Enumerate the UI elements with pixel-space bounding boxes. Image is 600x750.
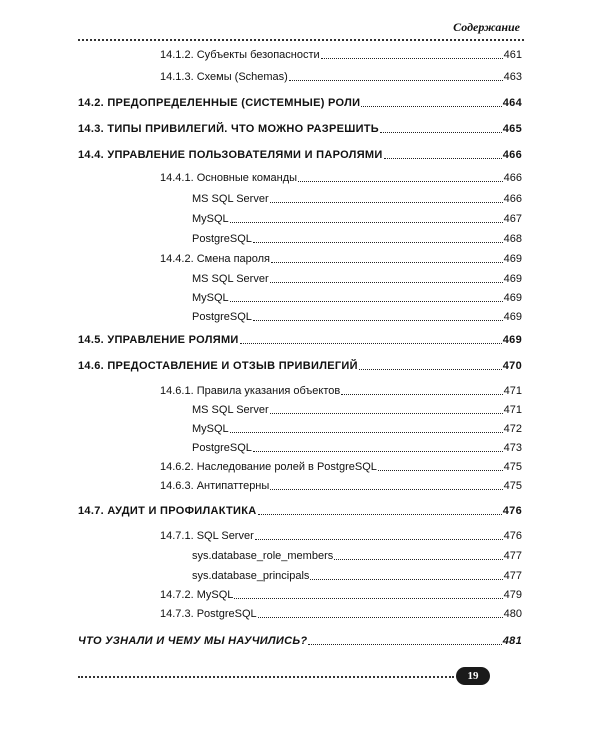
toc-entry-14-4-2-mysql[interactable]: MySQL 469 (192, 292, 522, 304)
toc-entry-14-6-2[interactable]: 14.6.2. Наследование ролей в PostgreSQL 475 (160, 461, 522, 473)
running-header-title: Содержание (453, 20, 520, 34)
toc-entry-14-4-1-postgresql[interactable]: PostgreSQL 468 (192, 233, 522, 245)
toc-entry-14-2[interactable]: 14.2. ПРЕДОПРЕДЕЛЕННЫЕ (СИСТЕМНЫЕ) РОЛИ 464 (78, 97, 522, 109)
toc-entry-14-4-1-mysql[interactable]: MySQL 467 (192, 213, 522, 225)
toc-entry-14-6[interactable]: 14.6. ПРЕДОСТАВЛЕНИЕ И ОТЗЫВ ПРИВИЛЕГИЙ 470 (78, 360, 522, 372)
toc-entry-sys-database-role-members[interactable]: sys.database_role_members 477 (192, 550, 522, 562)
toc-entry-14-5[interactable]: 14.5. УПРАВЛЕНИЕ РОЛЯМИ 469 (78, 334, 522, 346)
page-number-badge: 19 (456, 667, 490, 685)
toc-entry-sys-database-principals[interactable]: sys.database_principals 477 (192, 570, 522, 582)
toc-entry-14-1-2[interactable]: 14.1.2. Субъекты безопасности 461 (160, 49, 522, 61)
toc-entry-14-7-1[interactable]: 14.7.1. SQL Server 476 (160, 530, 522, 542)
toc-entry-14-3[interactable]: 14.3. ТИПЫ ПРИВИЛЕГИЙ. ЧТО МОЖНО РАЗРЕШИТЬ 465 (78, 123, 522, 135)
toc-entry-14-6-1-postgresql[interactable]: PostgreSQL 473 (192, 442, 522, 454)
toc-entry-14-6-1-mysql[interactable]: MySQL 472 (192, 423, 522, 435)
toc-entry-14-6-1-mssql[interactable]: MS SQL Server 471 (192, 404, 522, 416)
toc-entry-14-7-3[interactable]: 14.7.3. PostgreSQL 480 (160, 608, 522, 620)
toc-entry-14-4[interactable]: 14.4. УПРАВЛЕНИЕ ПОЛЬЗОВАТЕЛЯМИ И ПАРОЛЯМИ 466 (78, 149, 522, 161)
toc-entry-14-6-1[interactable]: 14.6.1. Правила указания объектов 471 (160, 385, 522, 397)
toc-entry-14-7-2[interactable]: 14.7.2. MySQL 479 (160, 589, 522, 601)
toc-entry-14-4-1-mssql[interactable]: MS SQL Server 466 (192, 193, 522, 205)
toc-entry-14-4-2[interactable]: 14.4.2. Смена пароля 469 (160, 253, 522, 265)
toc-entry-14-6-3[interactable]: 14.6.3. Антипаттерны 475 (160, 480, 522, 492)
footer-dotted-rule (78, 676, 454, 678)
toc-entry-14-4-2-mssql[interactable]: MS SQL Server 469 (192, 273, 522, 285)
toc-entry-14-1-3[interactable]: 14.1.3. Схемы (Schemas) 463 (160, 71, 522, 83)
toc-entry-14-7[interactable]: 14.7. АУДИТ И ПРОФИЛАКТИКА 476 (78, 505, 522, 517)
toc-entry-14-4-2-postgresql[interactable]: PostgreSQL 469 (192, 311, 522, 323)
toc-entry-14-4-1[interactable]: 14.4.1. Основные команды 466 (160, 172, 522, 184)
header-dotted-rule (78, 39, 524, 41)
toc-entry-summary[interactable]: ЧТО УЗНАЛИ И ЧЕМУ МЫ НАУЧИЛИСЬ? 481 (78, 635, 522, 647)
